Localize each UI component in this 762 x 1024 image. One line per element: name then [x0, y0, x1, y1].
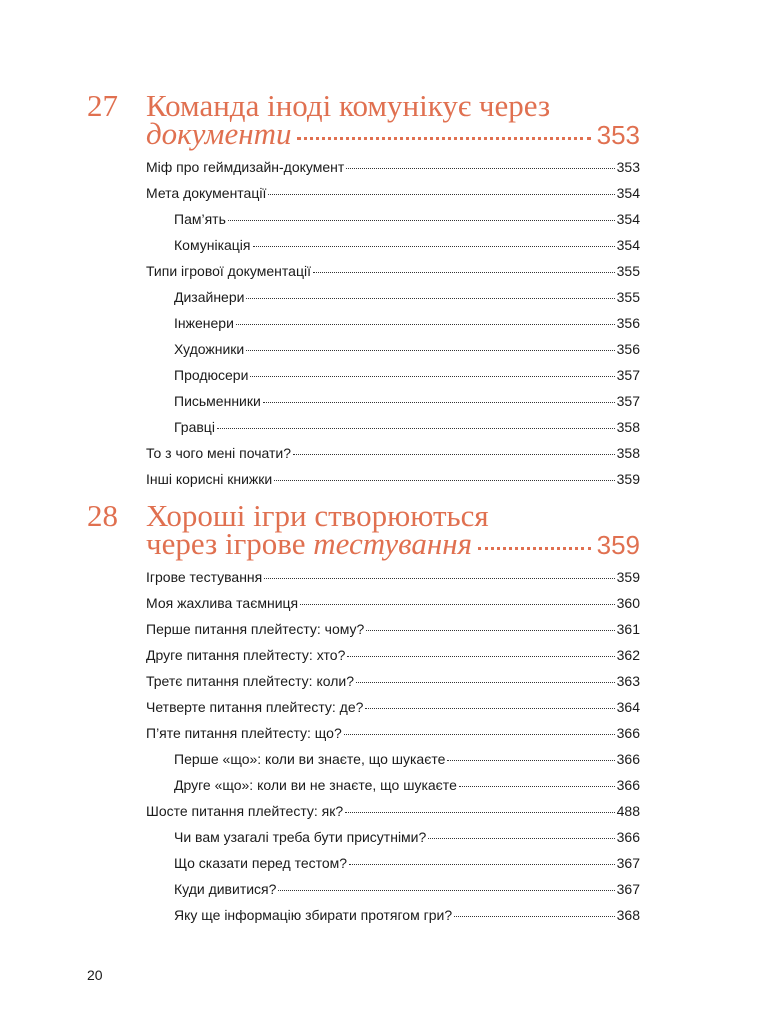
toc-entry-page: 366	[616, 751, 640, 767]
toc-entry-page: 355	[616, 289, 640, 305]
chapter-page: 353	[596, 120, 640, 150]
toc-entry-label: Ігрове тестування	[146, 569, 263, 585]
toc-entry-page: 362	[616, 647, 640, 663]
toc-entry-page: 357	[616, 393, 640, 409]
toc-entry-label: Що сказати перед тестом?	[174, 855, 348, 871]
toc-entry-page: 360	[616, 595, 640, 611]
toc-entry-label: Яку ще інформацію збирати протягом гри?	[174, 907, 453, 923]
toc-entry	[146, 159, 640, 185]
chapter-heading	[87, 88, 640, 151]
toc-entry	[146, 211, 640, 237]
toc-entry	[146, 289, 640, 315]
page-number: 20	[87, 967, 103, 983]
leader-dots	[478, 547, 591, 550]
toc-entry-label: Шосте питання плейтесту: як?	[146, 803, 344, 819]
chapter-28	[87, 498, 640, 933]
toc-entry-label: Міф про геймдизайн-документ	[146, 159, 345, 175]
toc-entry-page: 368	[616, 907, 640, 923]
toc-entry-label: Куди дивитися?	[174, 881, 277, 897]
toc-entry-label: Друге питання плейтесту: хто?	[146, 647, 346, 663]
toc-entry	[146, 263, 640, 289]
leader-dots	[346, 168, 614, 169]
leader-dots	[344, 734, 615, 735]
toc-entry-page: 488	[616, 803, 640, 819]
chapter-27	[87, 88, 640, 497]
toc-entry	[146, 621, 640, 647]
leader-dots	[459, 786, 615, 787]
toc-entries	[146, 569, 640, 933]
toc-entry-label: Художники	[174, 341, 245, 357]
leader-dots	[297, 137, 590, 140]
toc-entry-label: Дизайнери	[174, 289, 245, 305]
toc-entry-page: 359	[616, 471, 640, 487]
toc-entry-label: Чи вам узагалі треба бути присутніми?	[174, 829, 427, 845]
toc-entry-label: Мета документації	[146, 185, 267, 201]
toc-entry-label: Гравці	[174, 419, 215, 435]
leader-dots	[250, 376, 614, 377]
toc-entry-page: 353	[616, 159, 640, 175]
chapter-number: 27	[87, 88, 118, 123]
leader-dots	[365, 708, 614, 709]
toc-entry-page: 367	[616, 881, 640, 897]
leader-dots	[356, 682, 615, 683]
toc-entry-label: Пам’ять	[174, 211, 226, 227]
toc-entry-page: 358	[616, 419, 640, 435]
toc-entry-label: П’яте питання плейтесту: що?	[146, 725, 342, 741]
leader-dots	[246, 298, 614, 299]
toc-entry	[146, 471, 640, 497]
toc-entry-page: 357	[616, 367, 640, 383]
leader-dots	[454, 916, 615, 917]
toc-entry-label: Моя жахлива таємниця	[146, 595, 299, 611]
toc-entry	[146, 647, 640, 673]
leader-dots	[347, 656, 614, 657]
toc-entry	[146, 699, 640, 725]
toc-entry	[146, 185, 640, 211]
toc-entry-page: 364	[616, 699, 640, 715]
toc-entry	[146, 595, 640, 621]
toc-entry-label: Перше питання плейтесту: чому?	[146, 621, 365, 637]
toc-entry	[146, 881, 640, 907]
leader-dots	[217, 428, 615, 429]
toc-entry-label: Комунікація	[174, 237, 251, 253]
toc-entry	[146, 419, 640, 445]
toc-entry	[146, 803, 640, 829]
leader-dots	[447, 760, 614, 761]
toc-entry	[146, 367, 640, 393]
leader-dots	[428, 838, 614, 839]
toc-entry-label: Четверте питання плейтесту: де?	[146, 699, 364, 715]
leader-dots	[274, 480, 614, 481]
leader-dots	[236, 324, 615, 325]
toc-entry	[146, 907, 640, 933]
toc-entry	[146, 315, 640, 341]
toc-entries	[146, 159, 640, 497]
leader-dots	[253, 246, 615, 247]
leader-dots	[293, 454, 615, 455]
toc-entry-page: 367	[616, 855, 640, 871]
leader-dots	[313, 272, 615, 273]
leader-dots	[278, 890, 614, 891]
toc-entry	[146, 725, 640, 751]
chapter-number: 28	[87, 498, 118, 533]
toc-entry	[146, 673, 640, 699]
toc-entry-page: 361	[616, 621, 640, 637]
leader-dots	[345, 812, 614, 813]
chapter-page: 359	[596, 530, 640, 560]
toc-entry	[146, 445, 640, 471]
leader-dots	[300, 604, 615, 605]
toc-entry-page: 354	[616, 185, 640, 201]
toc-entry-label: Інші корисні книжки	[146, 471, 273, 487]
toc-entry-label: Перше «що»: коли ви знаєте, що шукаєте	[174, 751, 446, 767]
chapter-title-line2-prefix: через ігрове	[146, 526, 306, 561]
leader-dots	[246, 350, 614, 351]
toc-entry-page: 363	[616, 673, 640, 689]
chapter-title-line1: Команда іноді комунікує через	[146, 88, 551, 123]
chapter-title-line2: документи	[146, 116, 292, 151]
toc-entry	[146, 341, 640, 367]
leader-dots	[228, 220, 615, 221]
toc-entry	[146, 751, 640, 777]
toc-entry-page: 356	[616, 341, 640, 357]
toc-entry-page: 359	[616, 569, 640, 585]
toc-entry-label: Друге «що»: коли ви не знаєте, що шукаєте	[174, 777, 457, 793]
toc-entry-page: 366	[616, 829, 640, 845]
leader-dots	[268, 194, 614, 195]
toc-entry	[146, 237, 640, 263]
toc-entry-page: 366	[616, 777, 640, 793]
toc-entry-page: 354	[616, 237, 640, 253]
toc-entry-page: 366	[616, 725, 640, 741]
toc-entry	[146, 393, 640, 419]
toc-entry	[146, 569, 640, 595]
leader-dots	[264, 578, 614, 579]
chapter-title-line1: Хороші ігри створюються	[146, 498, 489, 533]
toc-entry	[146, 777, 640, 803]
toc-entry-label: Продюсери	[174, 367, 249, 383]
toc-entry	[146, 829, 640, 855]
chapter-title-line2: тестування	[313, 526, 473, 561]
toc-entry-page: 356	[616, 315, 640, 331]
toc-entry-label: Письменники	[174, 393, 261, 409]
toc-entry-label: Третє питання плейтесту: коли?	[146, 673, 354, 689]
toc-entry-page: 355	[616, 263, 640, 279]
toc-entry-page: 358	[616, 445, 640, 461]
leader-dots	[263, 402, 615, 403]
leader-dots	[349, 864, 615, 865]
toc-entry	[146, 855, 640, 881]
chapter-heading	[87, 498, 640, 561]
toc-entry-label: Типи ігрової документації	[146, 263, 311, 279]
toc-entry-label: То з чого мені почати?	[146, 445, 291, 461]
toc-entry-page: 354	[616, 211, 640, 227]
leader-dots	[366, 630, 614, 631]
toc-entry-label: Інженери	[174, 315, 234, 331]
